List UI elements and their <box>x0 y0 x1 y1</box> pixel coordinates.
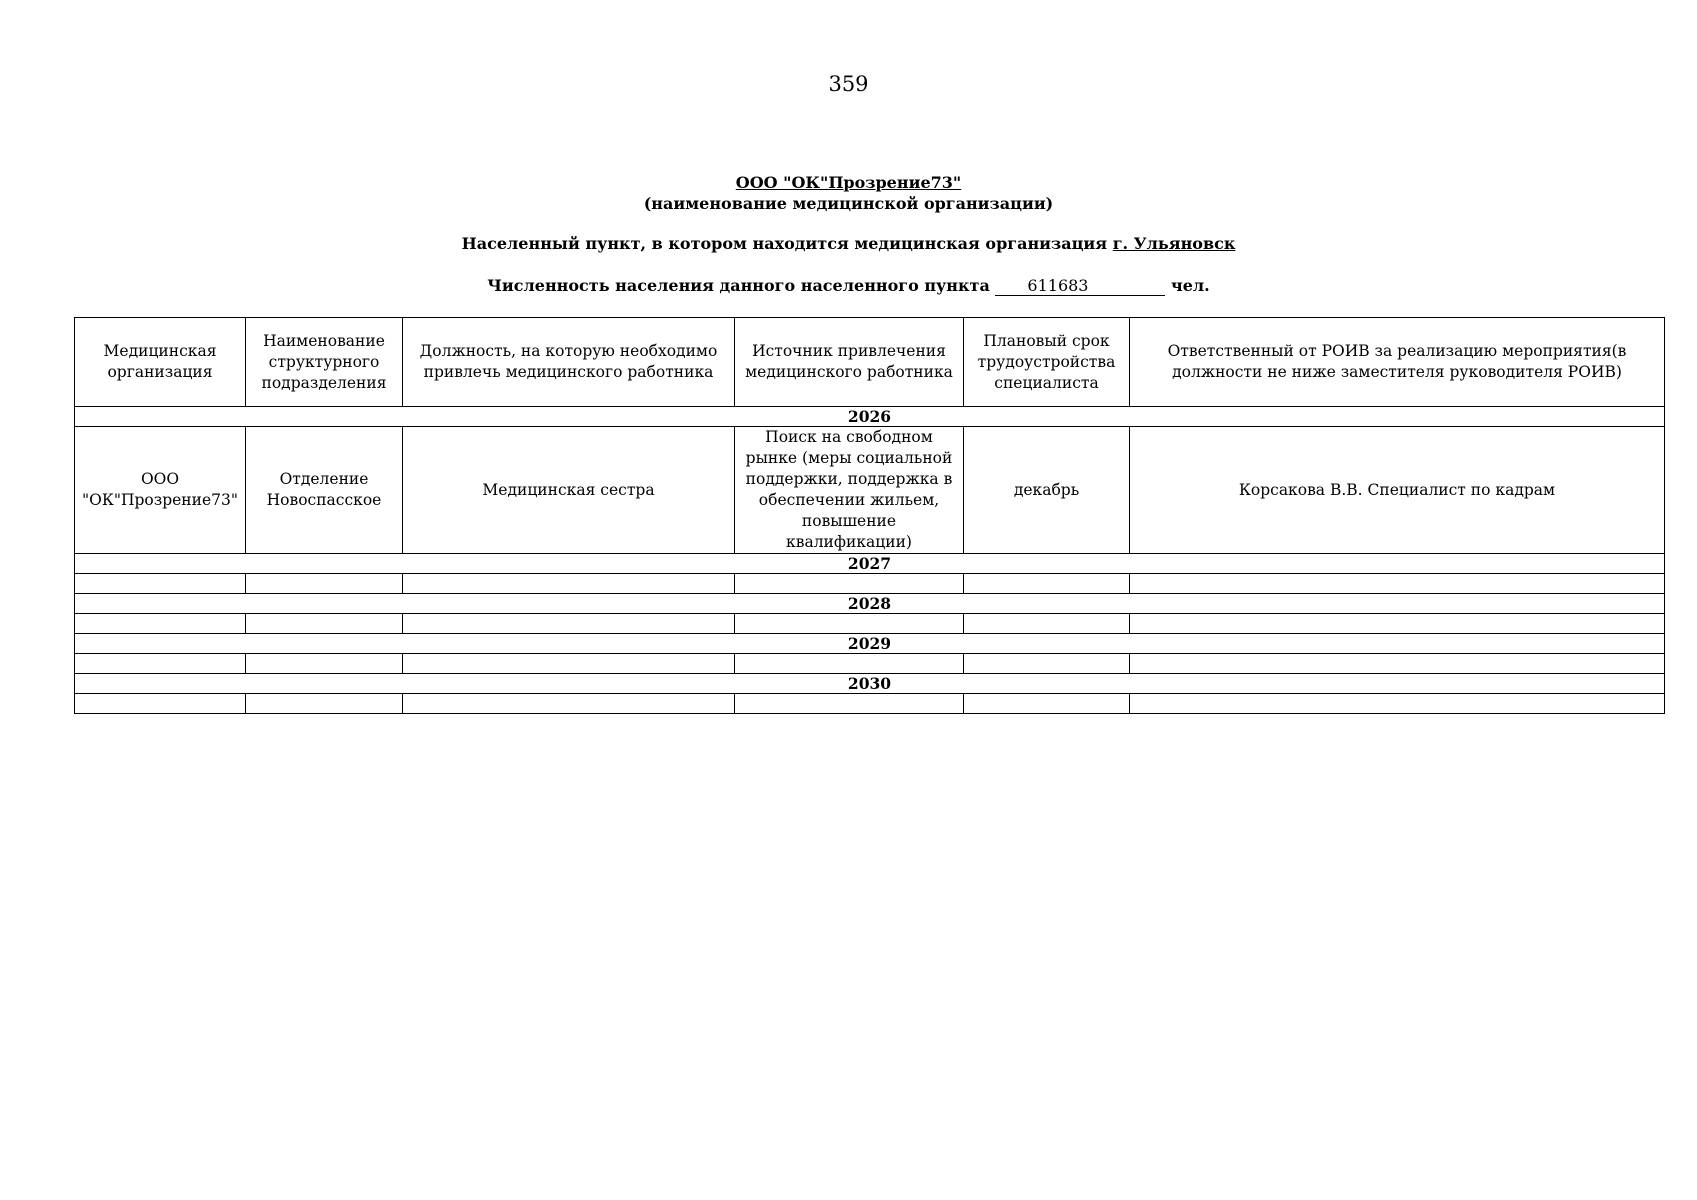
year-label: 2030 <box>75 674 1665 694</box>
page-number: 359 <box>828 72 869 96</box>
empty-cell <box>246 614 403 634</box>
column-header: Плановый срок трудоустройства специалиста <box>964 318 1130 407</box>
column-header: Медицинская организация <box>75 318 246 407</box>
org-caption: (наименование медицинской организации) <box>643 194 1054 213</box>
empty-cell <box>735 614 964 634</box>
year-row <box>75 674 1665 694</box>
locality-value: г. Ульяновск <box>1112 234 1236 253</box>
locality-label: Населенный пункт, в котором находится медицинская организация <box>461 234 1108 253</box>
empty-cell <box>403 614 735 634</box>
empty-cell <box>1130 614 1665 634</box>
empty-cell <box>403 574 735 594</box>
table-row <box>75 694 1665 714</box>
population-unit: чел. <box>1170 276 1210 295</box>
empty-cell <box>75 614 246 634</box>
year-label: 2026 <box>75 407 1665 427</box>
empty-cell <box>246 654 403 674</box>
empty-cell <box>964 574 1130 594</box>
empty-cell <box>964 654 1130 674</box>
table-header-row <box>75 318 1665 407</box>
empty-cell <box>75 654 246 674</box>
year-row <box>75 407 1665 427</box>
table-row <box>75 574 1665 594</box>
cell-deadline: декабрь <box>964 427 1130 554</box>
org-name: ООО "ОК"Прозрение73" <box>735 173 962 192</box>
population-value: 611683 <box>995 277 1165 296</box>
empty-cell <box>75 694 246 714</box>
empty-cell <box>735 694 964 714</box>
population-label: Численность населения данного населенного пункта <box>487 276 990 295</box>
column-header: Наименование структурного подразделения <box>246 318 403 407</box>
year-row <box>75 634 1665 654</box>
org-header <box>0 172 1697 214</box>
table-row <box>75 654 1665 674</box>
column-header: Источник привлечения медицинского работника <box>735 318 964 407</box>
empty-cell <box>1130 694 1665 714</box>
cell-department: Отделение Новоспасское <box>246 427 403 554</box>
column-header: Ответственный от РОИВ за реализацию мероприятия(в должности не ниже заместителя руководителя РОИВ) <box>1130 318 1665 407</box>
locality-line <box>0 234 1697 253</box>
year-label: 2029 <box>75 634 1665 654</box>
column-header: Должность, на которую необходимо привлечь медицинского работника <box>403 318 735 407</box>
cell-position: Медицинская сестра <box>403 427 735 554</box>
cell-organization: ООО "ОК"Прозрение73" <box>75 427 246 554</box>
empty-cell <box>246 574 403 594</box>
empty-cell <box>735 574 964 594</box>
cell-source: Поиск на свободном рынке (меры социальной поддержки, поддержка в обеспечении жильем, повышение квалификации) <box>735 427 964 554</box>
population-line <box>0 276 1697 296</box>
empty-cell <box>735 654 964 674</box>
year-row <box>75 594 1665 614</box>
empty-cell <box>1130 654 1665 674</box>
empty-cell <box>403 654 735 674</box>
year-row <box>75 554 1665 574</box>
empty-cell <box>75 574 246 594</box>
staffing-plan-table <box>74 317 1665 714</box>
empty-cell <box>964 614 1130 634</box>
empty-cell <box>403 694 735 714</box>
table-row <box>75 427 1665 554</box>
empty-cell <box>246 694 403 714</box>
cell-responsible: Корсакова В.В. Специалист по кадрам <box>1130 427 1665 554</box>
empty-cell <box>1130 574 1665 594</box>
table-row <box>75 614 1665 634</box>
year-label: 2028 <box>75 594 1665 614</box>
year-label: 2027 <box>75 554 1665 574</box>
empty-cell <box>964 694 1130 714</box>
